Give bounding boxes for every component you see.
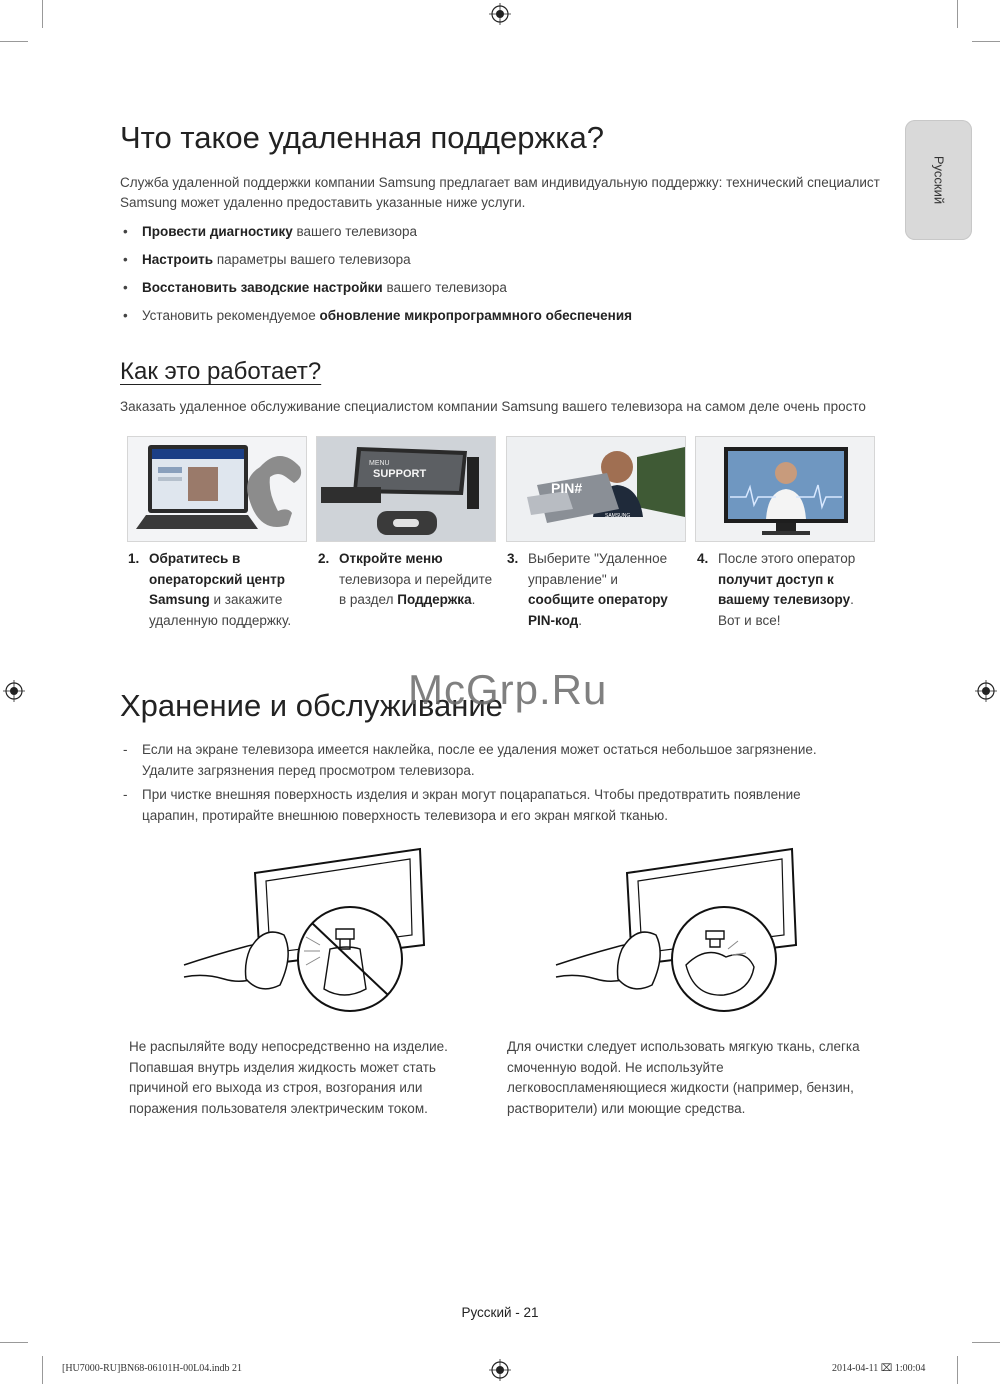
registration-mark-icon <box>975 680 997 702</box>
support-label: SUPPORT <box>373 468 427 480</box>
operator-pin-illustration <box>507 437 685 541</box>
laptop-phone-illustration <box>128 437 306 541</box>
registration-mark-icon <box>3 680 25 702</box>
crop-mark <box>0 41 28 42</box>
step-3: 3. Выберите "Удаленное управление" и сообщите оператору PIN-код. <box>507 551 668 628</box>
step-4-photo <box>695 436 875 542</box>
list-item: • Настроить параметры вашего телевизора <box>120 250 632 278</box>
remote-support-title: Что такое удаленная поддержка? <box>120 120 604 155</box>
language-tab-label: Русский <box>931 155 946 205</box>
crop-mark <box>0 1342 28 1343</box>
damp-cloth-caption: Для очистки следует использовать мягкую ткань, слегка смоченную водой. Не используйте легковоспламеняющиеся жидкости (например, бензин, растворители) или моющие средства. <box>507 1039 860 1116</box>
page-number: Русский - 21 <box>461 1305 539 1320</box>
how-it-works-title: Как это работает? <box>120 358 322 385</box>
list-item: • Провести диагностику вашего телевизора <box>120 222 632 250</box>
storage-title: Хранение и обслуживание <box>120 688 503 723</box>
step-4: 4. После этого оператор получит доступ к вашему телевизору. Вот и все! <box>697 551 856 628</box>
tv-doctor-illustration <box>696 437 874 541</box>
step-1-photo <box>127 436 307 542</box>
no-spray-caption: Не распыляйте воду непосредственно на изделие. Попавшая внутрь изделия жидкость может стать причиной его выхода из строя, возгорания или поражения пользователя электрическим током. <box>129 1039 448 1116</box>
registration-mark-icon <box>489 3 511 25</box>
crop-mark <box>972 41 1000 42</box>
no-spray-illustration <box>180 845 460 1015</box>
list-item: • Восстановить заводские настройки вашего телевизора <box>120 278 632 306</box>
step-2-photo <box>316 436 496 542</box>
crop-mark <box>42 0 43 28</box>
how-it-works-intro: Заказать удаленное обслуживание специалистом компании Samsung вашего телевизора на самом деле очень просто <box>120 399 866 414</box>
step-2: 2. Откройте меню телевизора и перейдите в раздел Поддержка. <box>318 551 493 607</box>
list-item: • Установить рекомендуемое обновление микропрограммного обеспечения <box>120 306 632 334</box>
tv-support-menu-illustration <box>317 437 495 541</box>
print-info-right: 2014-04-11 ⌧ 1:00:04 <box>832 1363 926 1374</box>
crop-mark <box>972 1342 1000 1343</box>
registration-mark-icon <box>489 1359 511 1381</box>
crop-mark <box>42 1356 43 1384</box>
crop-mark <box>957 1356 958 1384</box>
language-tab <box>905 120 972 240</box>
storage-note: - Если на экране телевизора имеется наклейка, после ее удаления может остаться небольшое загрязнение. Удалите загрязнения перед просмотром телевизора. <box>123 742 817 778</box>
damp-cloth-illustration <box>552 845 832 1015</box>
pin-label: PIN# <box>551 480 583 496</box>
print-info-left: [HU7000-RU]BN68-06101H-00L04.indb 21 <box>62 1363 242 1374</box>
brand-label: SAMSUNG <box>605 513 631 519</box>
watermark: McGrp.Ru <box>408 666 608 713</box>
remote-support-intro: Служба удаленной поддержки компании Samsung предлагает вам индивидуальную поддержку: технический специалист Samsung может удаленно предоставить указанные ниже услуги. <box>120 175 880 210</box>
step-3-photo <box>506 436 686 542</box>
crop-mark <box>957 0 958 28</box>
storage-note: - При чистке внешняя поверхность изделия и экран могут поцарапаться. Чтобы предотвратить появление царапин, протирайте внешнюю поверхность телевизора и его экран мягкой тканью. <box>123 787 801 823</box>
service-list <box>120 222 632 334</box>
menu-label: MENU <box>369 460 390 467</box>
step-1: 1. Обратитесь в операторский центр Samsung и закажите удаленную поддержку. <box>128 551 292 628</box>
